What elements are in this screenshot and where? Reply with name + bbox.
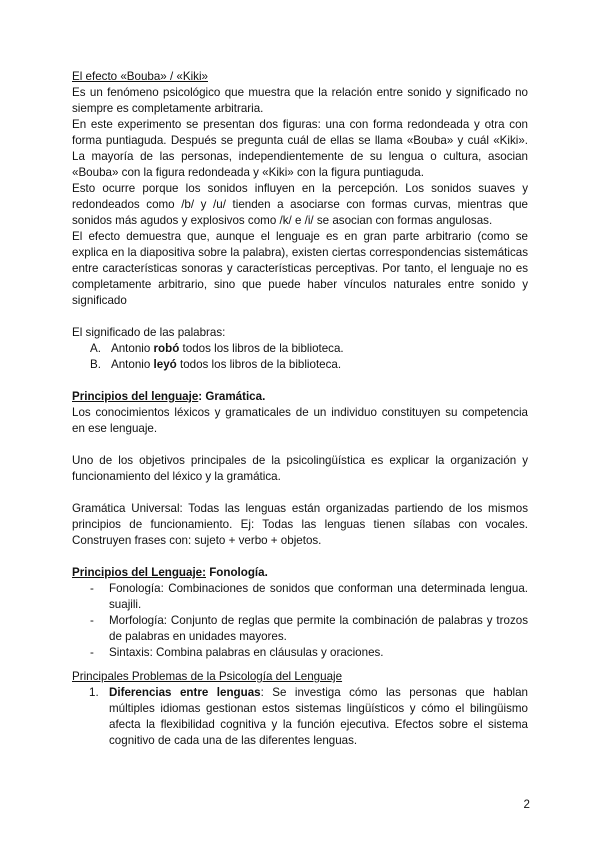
list-marker: - [90, 646, 94, 659]
bouba-paragraph-2: En este experimento se presentan dos figuras: una con forma redondeada y otra con forma puntiaguda. Después se pregunta cuál de ellas se llama «Bouba» y cuál «Kiki». La mayoría de las personas, independientemente de su lengua o cultura, asocian «Bouba» con la figura redondeada y «Kiki» con la figura puntiaguda. [72, 118, 528, 179]
list-marker: - [90, 582, 94, 595]
bouba-title: El efecto «Bouba» / «Kiki» [72, 70, 208, 83]
problemas-title: Principales Problemas de la Psicología del Lenguaje [72, 670, 343, 683]
fonologia-list [72, 581, 528, 661]
bouba-paragraph-4: El efecto demuestra que, aunque el lenguaje es en gran parte arbitrario (como se explica en la diapositiva sobre la palabra), existen ciertas correspondencias sistemáticas entre características sonoras y características perceptivas. Por tanto, el lenguaje no es completamente arbitrario, sino que puede haber vínculos naturales entre sonido y significado [72, 230, 528, 307]
list-item: B. Antonio leyó todos los libros de la biblioteca. [90, 358, 342, 371]
gramatica-paragraph-1: Los conocimientos léxicos y gramaticales de un individuo constituyen su competencia en ese lenguaje. [72, 406, 528, 435]
list-item: 1. Diferencias entre lenguas: Se investiga cómo las personas que hablan múltiples idiomas gestionan estos sistemas lingüísticos y cómo el bilingüismo afecta la flexibilidad cognitiva y la función ejecutiva. Efectos sobre el sistema cognitivo de cada una de las diferentes lenguas. [89, 686, 528, 747]
list-marker: 1. [89, 686, 99, 699]
page-number: 2 [523, 798, 530, 811]
page-content [72, 69, 528, 749]
gramatica-heading: Principios del lenguaje: Gramática. [72, 390, 266, 403]
fonologia-heading: Principios del Lenguaje: Fonología. [72, 566, 268, 579]
list-marker: B. [90, 358, 101, 371]
list-item: - Sintaxis: Combina palabras en cláusulas y oraciones. [90, 646, 384, 659]
list-item: - Fonología: Combinaciones de sonidos que conforman una determinada lengua. suajili. [90, 582, 528, 611]
list-marker: A. [90, 342, 101, 355]
significado-list [72, 341, 528, 373]
list-marker: - [90, 614, 94, 627]
gramatica-paragraph-3: Gramática Universal: Todas las lenguas están organizadas partiendo de los mismos principios de funcionamiento. Ej: Todas las lenguas tienen sílabas con vocales. Construyen frases con: sujeto + verbo + objetos. [72, 502, 528, 547]
list-item: - Morfología: Conjunto de reglas que permite la combinación de palabras y trozos de palabras en unidades mayores. [90, 614, 528, 643]
significado-intro: El significado de las palabras: [72, 326, 226, 339]
list-item: A. Antonio robó todos los libros de la biblioteca. [90, 342, 344, 355]
bouba-paragraph-1: Es un fenómeno psicológico que muestra que la relación entre sonido y significado no siempre es completamente arbitraria. [72, 86, 528, 115]
bouba-paragraph-3: Esto ocurre porque los sonidos influyen en la percepción. Los sonidos suaves y redondeados como /b/ y /u/ tienden a asociarse con formas curvas, mientras que sonidos más agudos y explosivos como /k/ e /i/ se asocian con formas angulosas. [72, 182, 528, 227]
gramatica-paragraph-2: Uno de los objetivos principales de la psicolingüística es explicar la organización y funcionamiento del léxico y la gramática. [72, 454, 528, 483]
problemas-list [72, 685, 528, 749]
